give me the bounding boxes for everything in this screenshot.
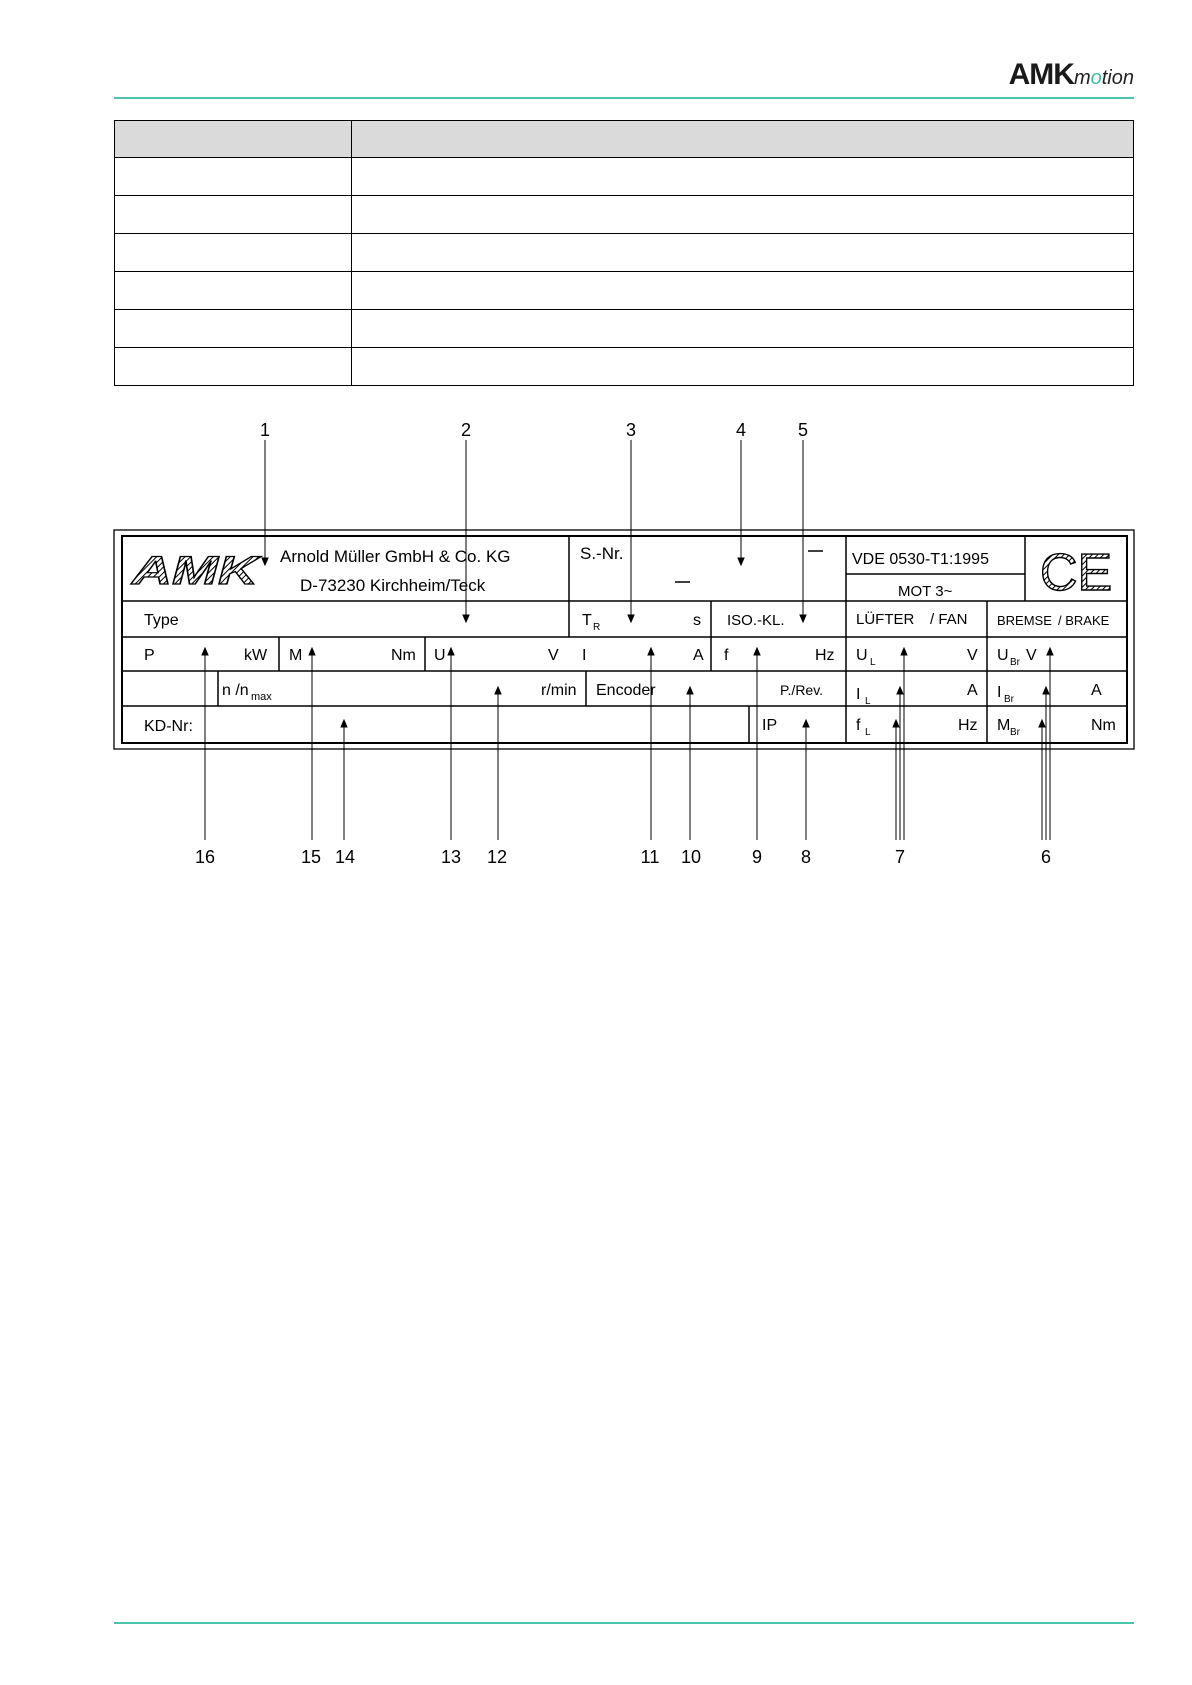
ubr-label: U — [997, 647, 1009, 664]
mbr-unit: Nm — [1091, 717, 1116, 734]
brake-label-de: BREMSE — [997, 613, 1052, 628]
u-unit: V — [548, 647, 559, 664]
m-label: M — [289, 647, 303, 664]
n-unit: r/min — [541, 682, 577, 699]
iso-label: ISO.-KL. — [727, 612, 785, 629]
mbr-sub: Br — [1010, 727, 1020, 738]
tr-sub: R — [593, 622, 601, 633]
logo-amk-text: AMK — [1008, 58, 1074, 91]
ce-mark: CE — [1040, 544, 1113, 602]
p-unit: kW — [244, 647, 268, 664]
fl-unit: Hz — [958, 717, 978, 734]
fl-sub: L — [865, 727, 871, 738]
callout-9: 9 — [751, 847, 763, 867]
callout-12: 12 — [486, 847, 508, 867]
tr-unit: s — [693, 612, 701, 629]
il-sub: L — [865, 696, 871, 707]
logo-motion-part-a: m — [1073, 67, 1091, 89]
ul-unit: V — [967, 647, 978, 664]
plate-logo: AMK — [130, 549, 263, 593]
company-line2: D-73230 Kirchheim/Teck — [300, 576, 486, 595]
encoder-label: Encoder — [596, 682, 656, 699]
callout-5: 5 — [797, 420, 809, 440]
u-label: U — [434, 647, 446, 664]
ip-label: IP — [762, 717, 778, 734]
callout-11: 11 — [640, 847, 660, 867]
vde-label: VDE 0530-T1:1995 — [852, 551, 989, 568]
ubr-sub: Br — [1010, 657, 1020, 668]
ibr-sub: Br — [1004, 694, 1014, 705]
fl-label: f — [856, 717, 861, 734]
ul-label: U — [856, 647, 868, 664]
callout-15: 15 — [300, 847, 322, 867]
ul-sub: L — [870, 657, 876, 668]
callout-7: 7 — [894, 847, 906, 867]
n-sub: max — [251, 691, 272, 703]
callout-14: 14 — [334, 847, 356, 867]
mbr-label: M — [997, 717, 1011, 734]
f-unit: Hz — [815, 647, 835, 664]
i-unit: A — [693, 647, 704, 664]
callout-3: 3 — [625, 420, 637, 440]
f-label: f — [724, 647, 729, 664]
callout-8: 8 — [800, 847, 812, 867]
callout-16: 16 — [194, 847, 216, 867]
callout-1: 1 — [259, 420, 271, 440]
type-label: Type — [144, 612, 179, 629]
n-label: n /n — [222, 682, 249, 699]
company-line1: Arnold Müller GmbH & Co. KG — [280, 547, 511, 566]
callout-6: 6 — [1040, 847, 1052, 867]
logo-motion-part-o: o — [1090, 67, 1102, 89]
ibr-label: I — [997, 684, 1002, 701]
kd-label: KD-Nr: — [144, 718, 193, 735]
serial-label: S.-Nr. — [580, 544, 624, 563]
p-label: P — [144, 647, 155, 664]
ibr-unit: A — [1091, 682, 1102, 699]
brake-label-en: / BRAKE — [1058, 613, 1110, 628]
il-label: I — [856, 686, 861, 703]
logo-motion-part-b: tion — [1101, 67, 1134, 89]
il-unit: A — [967, 682, 978, 699]
footer-divider — [114, 1622, 1134, 1624]
mot-label: MOT 3~ — [898, 583, 953, 600]
callout-4: 4 — [735, 420, 747, 440]
fan-label-de: LÜFTER — [856, 611, 915, 628]
callout-10: 10 — [680, 847, 702, 867]
i-label: I — [582, 647, 587, 664]
encoder-unit: P./Rev. — [780, 682, 824, 698]
callout-numbers — [195, 420, 1051, 867]
tr-label: T — [582, 612, 592, 629]
m-unit: Nm — [391, 647, 416, 664]
ubr-unit: V — [1026, 647, 1037, 664]
fan-label-en: / FAN — [930, 611, 968, 628]
leader-lines — [202, 440, 1053, 840]
callout-2: 2 — [460, 420, 472, 440]
callout-13: 13 — [440, 847, 462, 867]
